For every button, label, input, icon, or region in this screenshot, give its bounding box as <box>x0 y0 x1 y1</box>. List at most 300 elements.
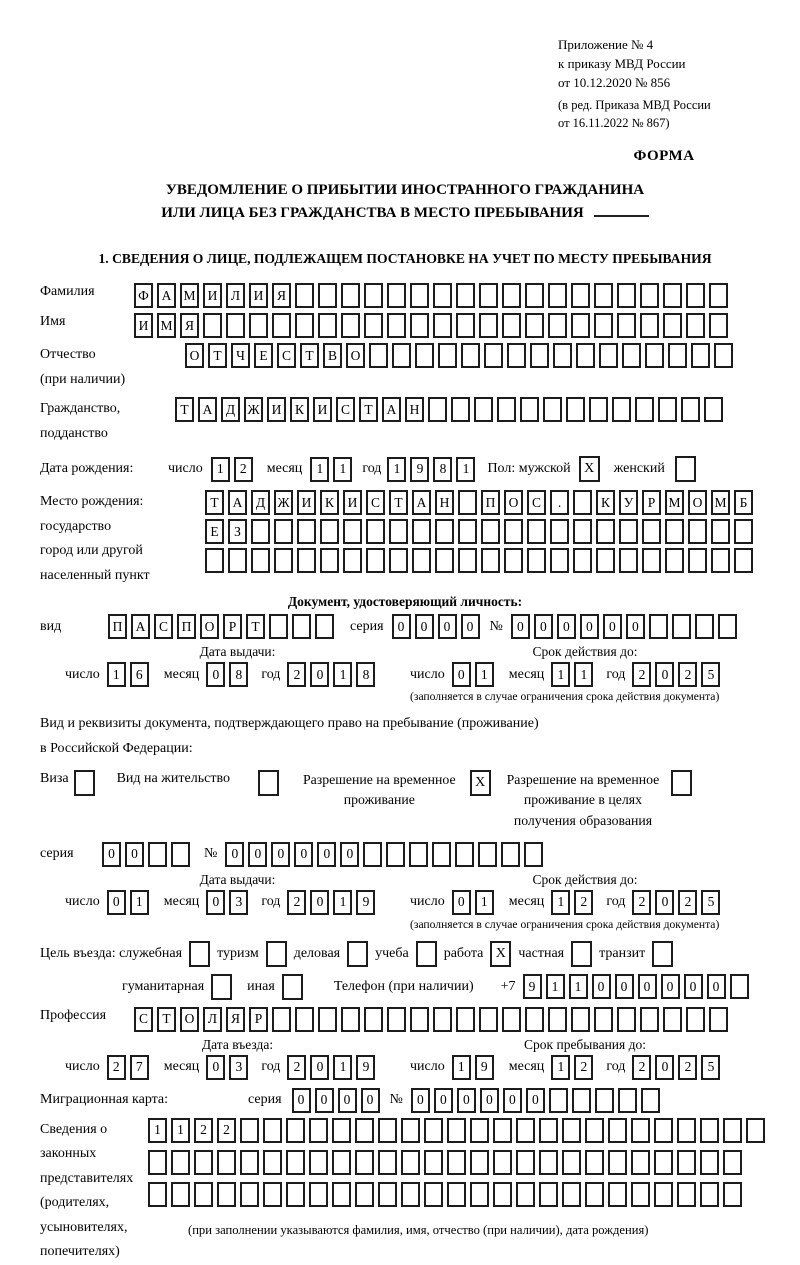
char-cell[interactable] <box>355 1150 374 1175</box>
char-cell[interactable] <box>617 1007 636 1032</box>
char-cell[interactable]: О <box>180 1007 199 1032</box>
char-cell[interactable] <box>640 1007 659 1032</box>
char-cell[interactable] <box>502 283 521 308</box>
char-cell[interactable] <box>295 313 314 338</box>
char-cell[interactable] <box>596 548 615 573</box>
visa-checkbox[interactable] <box>74 770 95 796</box>
char-cell[interactable] <box>711 519 730 544</box>
char-cell[interactable]: С <box>277 343 296 368</box>
char-cell[interactable]: 1 <box>475 662 494 687</box>
char-cell[interactable] <box>594 1007 613 1032</box>
char-cell[interactable]: А <box>131 614 150 639</box>
char-cell[interactable]: 1 <box>551 1055 570 1080</box>
char-cell[interactable] <box>240 1182 259 1207</box>
char-cell[interactable] <box>389 519 408 544</box>
char-cell[interactable]: Н <box>435 490 454 515</box>
char-cell[interactable] <box>387 313 406 338</box>
char-cell[interactable] <box>272 1007 291 1032</box>
char-cell[interactable]: Я <box>272 283 291 308</box>
char-cell[interactable]: 2 <box>107 1055 126 1080</box>
char-cell[interactable] <box>309 1118 328 1143</box>
char-cell[interactable]: А <box>157 283 176 308</box>
char-cell[interactable]: 0 <box>310 890 329 915</box>
char-cell[interactable]: 0 <box>125 842 144 867</box>
char-cell[interactable] <box>550 548 569 573</box>
purpose-study-checkbox[interactable] <box>416 941 437 967</box>
char-cell[interactable] <box>228 548 247 573</box>
char-cell[interactable]: 0 <box>107 890 126 915</box>
char-cell[interactable] <box>504 548 523 573</box>
char-cell[interactable]: М <box>711 490 730 515</box>
char-cell[interactable]: 0 <box>310 662 329 687</box>
char-cell[interactable]: 2 <box>234 457 253 482</box>
purpose-official-checkbox[interactable] <box>189 941 210 967</box>
purpose-tourism-checkbox[interactable] <box>266 941 287 967</box>
char-cell[interactable]: И <box>249 283 268 308</box>
char-cell[interactable] <box>363 842 382 867</box>
char-cell[interactable] <box>734 519 753 544</box>
char-cell[interactable] <box>501 842 520 867</box>
char-cell[interactable] <box>148 1182 167 1207</box>
char-cell[interactable]: 1 <box>310 457 329 482</box>
char-cell[interactable] <box>458 548 477 573</box>
char-cell[interactable]: 9 <box>410 457 429 482</box>
char-cell[interactable]: 0 <box>338 1088 357 1113</box>
char-cell[interactable] <box>286 1118 305 1143</box>
gender-male-checkbox[interactable]: X <box>579 456 600 482</box>
char-cell[interactable] <box>599 343 618 368</box>
char-cell[interactable]: Ч <box>231 343 250 368</box>
char-cell[interactable]: З <box>228 519 247 544</box>
char-cell[interactable] <box>516 1182 535 1207</box>
char-cell[interactable] <box>691 343 710 368</box>
char-cell[interactable] <box>424 1182 443 1207</box>
char-cell[interactable] <box>642 548 661 573</box>
char-cell[interactable] <box>461 343 480 368</box>
char-cell[interactable]: 9 <box>356 890 375 915</box>
char-cell[interactable]: 0 <box>206 890 225 915</box>
char-cell[interactable] <box>502 313 521 338</box>
char-cell[interactable] <box>677 1182 696 1207</box>
char-cell[interactable]: 1 <box>452 1055 471 1080</box>
char-cell[interactable] <box>240 1118 259 1143</box>
char-cell[interactable] <box>530 343 549 368</box>
char-cell[interactable]: О <box>200 614 219 639</box>
char-cell[interactable] <box>631 1150 650 1175</box>
char-cell[interactable] <box>665 519 684 544</box>
residence-permit-checkbox[interactable] <box>258 770 279 796</box>
char-cell[interactable] <box>389 548 408 573</box>
char-cell[interactable] <box>409 842 428 867</box>
char-cell[interactable] <box>700 1118 719 1143</box>
char-cell[interactable] <box>709 1007 728 1032</box>
char-cell[interactable] <box>617 313 636 338</box>
char-cell[interactable]: У <box>619 490 638 515</box>
char-cell[interactable]: 2 <box>287 1055 306 1080</box>
char-cell[interactable] <box>263 1182 282 1207</box>
char-cell[interactable] <box>493 1118 512 1143</box>
char-cell[interactable]: 0 <box>503 1088 522 1113</box>
char-cell[interactable]: 0 <box>434 1088 453 1113</box>
char-cell[interactable] <box>608 1118 627 1143</box>
char-cell[interactable] <box>415 343 434 368</box>
char-cell[interactable] <box>318 313 337 338</box>
char-cell[interactable]: 1 <box>551 890 570 915</box>
char-cell[interactable] <box>481 519 500 544</box>
char-cell[interactable] <box>617 283 636 308</box>
char-cell[interactable] <box>401 1150 420 1175</box>
char-cell[interactable]: 0 <box>271 842 290 867</box>
char-cell[interactable] <box>171 1182 190 1207</box>
char-cell[interactable] <box>572 1088 591 1113</box>
char-cell[interactable] <box>320 548 339 573</box>
char-cell[interactable]: 0 <box>206 662 225 687</box>
char-cell[interactable]: 0 <box>603 614 622 639</box>
char-cell[interactable]: С <box>336 397 355 422</box>
char-cell[interactable] <box>686 313 705 338</box>
char-cell[interactable] <box>516 1150 535 1175</box>
char-cell[interactable] <box>527 519 546 544</box>
char-cell[interactable] <box>410 313 429 338</box>
char-cell[interactable] <box>479 283 498 308</box>
char-cell[interactable]: 0 <box>511 614 530 639</box>
char-cell[interactable]: Т <box>300 343 319 368</box>
char-cell[interactable]: 0 <box>102 842 121 867</box>
char-cell[interactable]: Б <box>734 490 753 515</box>
char-cell[interactable] <box>433 283 452 308</box>
char-cell[interactable]: Н <box>405 397 424 422</box>
char-cell[interactable] <box>341 313 360 338</box>
char-cell[interactable]: Т <box>208 343 227 368</box>
char-cell[interactable]: И <box>134 313 153 338</box>
char-cell[interactable]: 1 <box>148 1118 167 1143</box>
char-cell[interactable]: 1 <box>171 1118 190 1143</box>
char-cell[interactable] <box>504 519 523 544</box>
char-cell[interactable] <box>447 1150 466 1175</box>
char-cell[interactable] <box>688 548 707 573</box>
char-cell[interactable]: 2 <box>194 1118 213 1143</box>
char-cell[interactable]: 2 <box>217 1118 236 1143</box>
char-cell[interactable]: 1 <box>333 890 352 915</box>
char-cell[interactable]: 9 <box>523 974 542 999</box>
char-cell[interactable] <box>458 519 477 544</box>
char-cell[interactable] <box>549 1088 568 1113</box>
char-cell[interactable]: К <box>290 397 309 422</box>
char-cell[interactable]: С <box>154 614 173 639</box>
char-cell[interactable]: 0 <box>580 614 599 639</box>
char-cell[interactable] <box>470 1150 489 1175</box>
char-cell[interactable] <box>203 313 222 338</box>
char-cell[interactable]: Т <box>205 490 224 515</box>
char-cell[interactable] <box>378 1118 397 1143</box>
char-cell[interactable] <box>217 1150 236 1175</box>
temp-residence-edu-checkbox[interactable] <box>671 770 692 796</box>
char-cell[interactable] <box>711 548 730 573</box>
char-cell[interactable] <box>619 548 638 573</box>
char-cell[interactable] <box>171 1150 190 1175</box>
char-cell[interactable] <box>456 313 475 338</box>
char-cell[interactable]: 2 <box>632 1055 651 1080</box>
char-cell[interactable] <box>723 1118 742 1143</box>
char-cell[interactable] <box>571 313 590 338</box>
char-cell[interactable]: 3 <box>229 890 248 915</box>
char-cell[interactable] <box>539 1150 558 1175</box>
char-cell[interactable] <box>640 313 659 338</box>
char-cell[interactable]: Ж <box>274 490 293 515</box>
char-cell[interactable]: Е <box>254 343 273 368</box>
char-cell[interactable] <box>631 1118 650 1143</box>
char-cell[interactable]: Т <box>175 397 194 422</box>
char-cell[interactable]: 5 <box>701 890 720 915</box>
char-cell[interactable] <box>645 343 664 368</box>
char-cell[interactable] <box>341 283 360 308</box>
char-cell[interactable] <box>631 1182 650 1207</box>
char-cell[interactable] <box>292 614 311 639</box>
char-cell[interactable]: П <box>177 614 196 639</box>
char-cell[interactable] <box>635 397 654 422</box>
char-cell[interactable] <box>663 283 682 308</box>
char-cell[interactable]: 0 <box>452 890 471 915</box>
char-cell[interactable] <box>249 313 268 338</box>
char-cell[interactable] <box>343 519 362 544</box>
char-cell[interactable] <box>548 313 567 338</box>
char-cell[interactable]: 9 <box>475 1055 494 1080</box>
char-cell[interactable] <box>723 1150 742 1175</box>
char-cell[interactable] <box>332 1182 351 1207</box>
char-cell[interactable] <box>668 343 687 368</box>
char-cell[interactable] <box>484 343 503 368</box>
char-cell[interactable] <box>622 343 641 368</box>
char-cell[interactable]: 0 <box>248 842 267 867</box>
char-cell[interactable] <box>251 519 270 544</box>
char-cell[interactable]: А <box>412 490 431 515</box>
char-cell[interactable]: 1 <box>574 662 593 687</box>
char-cell[interactable]: 0 <box>206 1055 225 1080</box>
char-cell[interactable] <box>654 1182 673 1207</box>
char-cell[interactable] <box>433 313 452 338</box>
char-cell[interactable] <box>497 397 516 422</box>
char-cell[interactable]: Т <box>246 614 265 639</box>
char-cell[interactable] <box>525 283 544 308</box>
char-cell[interactable] <box>654 1118 673 1143</box>
char-cell[interactable] <box>700 1150 719 1175</box>
char-cell[interactable]: 1 <box>211 457 230 482</box>
char-cell[interactable]: 0 <box>526 1088 545 1113</box>
char-cell[interactable] <box>392 343 411 368</box>
char-cell[interactable] <box>709 313 728 338</box>
char-cell[interactable]: Л <box>203 1007 222 1032</box>
char-cell[interactable]: 0 <box>411 1088 430 1113</box>
char-cell[interactable]: Р <box>223 614 242 639</box>
char-cell[interactable] <box>432 842 451 867</box>
temp-residence-checkbox[interactable]: X <box>470 770 491 796</box>
char-cell[interactable] <box>401 1118 420 1143</box>
char-cell[interactable] <box>470 1182 489 1207</box>
char-cell[interactable]: Е <box>205 519 224 544</box>
char-cell[interactable] <box>478 842 497 867</box>
char-cell[interactable] <box>553 343 572 368</box>
char-cell[interactable]: О <box>504 490 523 515</box>
char-cell[interactable] <box>366 548 385 573</box>
char-cell[interactable] <box>612 397 631 422</box>
char-cell[interactable] <box>619 519 638 544</box>
char-cell[interactable]: А <box>382 397 401 422</box>
char-cell[interactable] <box>479 313 498 338</box>
char-cell[interactable] <box>410 1007 429 1032</box>
char-cell[interactable]: 5 <box>701 1055 720 1080</box>
char-cell[interactable]: 0 <box>457 1088 476 1113</box>
char-cell[interactable] <box>433 1007 452 1032</box>
char-cell[interactable]: 0 <box>707 974 726 999</box>
char-cell[interactable] <box>502 1007 521 1032</box>
char-cell[interactable] <box>240 1150 259 1175</box>
char-cell[interactable] <box>658 397 677 422</box>
char-cell[interactable]: 0 <box>655 662 674 687</box>
char-cell[interactable]: 3 <box>229 1055 248 1080</box>
char-cell[interactable] <box>585 1150 604 1175</box>
char-cell[interactable] <box>562 1150 581 1175</box>
char-cell[interactable]: Я <box>226 1007 245 1032</box>
char-cell[interactable]: . <box>550 490 569 515</box>
char-cell[interactable] <box>649 614 668 639</box>
char-cell[interactable]: И <box>313 397 332 422</box>
char-cell[interactable]: 0 <box>480 1088 499 1113</box>
char-cell[interactable]: 0 <box>294 842 313 867</box>
char-cell[interactable]: 0 <box>315 1088 334 1113</box>
char-cell[interactable] <box>550 519 569 544</box>
char-cell[interactable]: С <box>366 490 385 515</box>
char-cell[interactable] <box>269 614 288 639</box>
char-cell[interactable] <box>438 343 457 368</box>
char-cell[interactable] <box>596 519 615 544</box>
char-cell[interactable] <box>516 1118 535 1143</box>
char-cell[interactable]: 5 <box>701 662 720 687</box>
purpose-work-checkbox[interactable]: X <box>490 941 511 967</box>
char-cell[interactable] <box>507 343 526 368</box>
char-cell[interactable] <box>524 842 543 867</box>
char-cell[interactable] <box>595 1088 614 1113</box>
char-cell[interactable] <box>274 548 293 573</box>
char-cell[interactable] <box>686 1007 705 1032</box>
char-cell[interactable] <box>548 1007 567 1032</box>
char-cell[interactable]: 1 <box>475 890 494 915</box>
char-cell[interactable] <box>640 283 659 308</box>
char-cell[interactable]: 2 <box>574 890 593 915</box>
char-cell[interactable] <box>194 1150 213 1175</box>
char-cell[interactable]: 1 <box>107 662 126 687</box>
char-cell[interactable]: И <box>297 490 316 515</box>
char-cell[interactable]: М <box>665 490 684 515</box>
char-cell[interactable] <box>700 1182 719 1207</box>
char-cell[interactable]: 8 <box>433 457 452 482</box>
char-cell[interactable] <box>573 519 592 544</box>
char-cell[interactable]: 0 <box>461 614 480 639</box>
char-cell[interactable]: 9 <box>356 1055 375 1080</box>
char-cell[interactable] <box>424 1150 443 1175</box>
char-cell[interactable] <box>677 1150 696 1175</box>
char-cell[interactable] <box>704 397 723 422</box>
char-cell[interactable] <box>723 1182 742 1207</box>
char-cell[interactable] <box>295 1007 314 1032</box>
char-cell[interactable] <box>493 1182 512 1207</box>
char-cell[interactable] <box>272 313 291 338</box>
char-cell[interactable] <box>410 283 429 308</box>
char-cell[interactable] <box>573 490 592 515</box>
char-cell[interactable] <box>364 283 383 308</box>
char-cell[interactable]: 1 <box>569 974 588 999</box>
char-cell[interactable] <box>343 548 362 573</box>
char-cell[interactable]: 1 <box>130 890 149 915</box>
char-cell[interactable] <box>412 519 431 544</box>
char-cell[interactable] <box>730 974 749 999</box>
char-cell[interactable]: 1 <box>333 1055 352 1080</box>
char-cell[interactable]: 0 <box>592 974 611 999</box>
char-cell[interactable]: 2 <box>678 1055 697 1080</box>
char-cell[interactable]: 2 <box>632 890 651 915</box>
char-cell[interactable] <box>663 1007 682 1032</box>
char-cell[interactable] <box>663 313 682 338</box>
char-cell[interactable]: И <box>203 283 222 308</box>
char-cell[interactable]: 0 <box>438 614 457 639</box>
char-cell[interactable] <box>543 397 562 422</box>
char-cell[interactable] <box>714 343 733 368</box>
char-cell[interactable] <box>734 548 753 573</box>
char-cell[interactable]: 0 <box>655 1055 674 1080</box>
char-cell[interactable] <box>481 548 500 573</box>
char-cell[interactable] <box>286 1182 305 1207</box>
char-cell[interactable] <box>364 313 383 338</box>
char-cell[interactable]: 0 <box>655 890 674 915</box>
char-cell[interactable] <box>369 343 388 368</box>
char-cell[interactable]: Р <box>642 490 661 515</box>
char-cell[interactable] <box>520 397 539 422</box>
char-cell[interactable] <box>681 397 700 422</box>
char-cell[interactable]: С <box>527 490 546 515</box>
char-cell[interactable] <box>608 1150 627 1175</box>
char-cell[interactable] <box>571 1007 590 1032</box>
char-cell[interactable]: 0 <box>638 974 657 999</box>
char-cell[interactable] <box>332 1118 351 1143</box>
char-cell[interactable] <box>562 1118 581 1143</box>
char-cell[interactable]: Т <box>359 397 378 422</box>
char-cell[interactable]: 0 <box>661 974 680 999</box>
char-cell[interactable]: 0 <box>626 614 645 639</box>
char-cell[interactable] <box>412 548 431 573</box>
gender-female-checkbox[interactable] <box>675 456 696 482</box>
char-cell[interactable]: 8 <box>356 662 375 687</box>
char-cell[interactable] <box>428 397 447 422</box>
char-cell[interactable] <box>455 842 474 867</box>
char-cell[interactable] <box>585 1182 604 1207</box>
char-cell[interactable]: 0 <box>557 614 576 639</box>
char-cell[interactable] <box>451 397 470 422</box>
char-cell[interactable]: А <box>198 397 217 422</box>
char-cell[interactable] <box>320 519 339 544</box>
char-cell[interactable]: К <box>596 490 615 515</box>
char-cell[interactable] <box>642 519 661 544</box>
char-cell[interactable] <box>435 519 454 544</box>
char-cell[interactable] <box>539 1182 558 1207</box>
char-cell[interactable]: П <box>108 614 127 639</box>
char-cell[interactable]: М <box>180 283 199 308</box>
char-cell[interactable]: Д <box>221 397 240 422</box>
char-cell[interactable]: А <box>228 490 247 515</box>
char-cell[interactable] <box>594 283 613 308</box>
char-cell[interactable] <box>654 1150 673 1175</box>
char-cell[interactable]: 0 <box>361 1088 380 1113</box>
char-cell[interactable] <box>315 614 334 639</box>
char-cell[interactable]: 2 <box>632 662 651 687</box>
